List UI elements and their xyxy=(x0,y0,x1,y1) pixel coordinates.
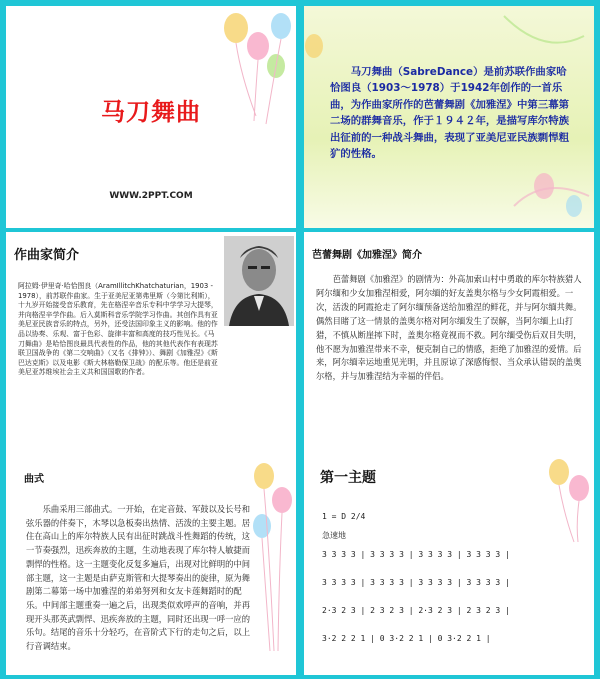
slide-heading: 第一主题 xyxy=(320,470,376,486)
composer-portrait xyxy=(224,236,294,326)
score-row: 3 3 3 3 | 3 3 3 3 | 3 3 3 3 | 3 3 3 3 | xyxy=(322,578,510,587)
slide-heading: 曲式 xyxy=(24,474,44,485)
score-row: 2·3 2 3 | 2 3 2 3 | 2·3 2 3 | 2 3 2 3 | xyxy=(322,606,510,615)
slide-first-theme[interactable] xyxy=(304,454,594,675)
score-row: 3·2 2 2 1 | 0 3·2 2 1 | 0 3·2 2 1 | xyxy=(322,634,491,643)
tempo-marking: 急速地 xyxy=(322,531,346,540)
ballet-text: 芭蕾舞剧《加雅涅》的剧情为：外高加索山村中勇敢的库尔特族猎人阿尔缅和少女加雅涅相爱，阿尔缅的好友盖奥尔格与少女阿霞相爱。一次，活泼的阿霞抢走了阿尔缅预备送给加雅涅的鲜花，并与阿尔缅共舞。偶然目睹了这一情景的盖奥尔格对阿尔缅发生了误解，当阿尔缅上山打猎，不慎从断崖摔下时，盖奥尔格竟视而不救。阿尔缅受伤后双目失明，他不愿为加雅涅带来不幸，便克制自己的情感，拒绝了加雅涅的爱情。后来，阿尔缅幸运地重见光明，并且原谅了深感悔恨、当众承认错误的盖奥尔格，并与加雅涅结为幸福的伴侣。 xyxy=(316,274,582,382)
presentation-title: 马刀舞曲 xyxy=(101,98,201,126)
key-signature: 1 = D 2/4 xyxy=(322,512,366,521)
slide-heading: 作曲家简介 xyxy=(14,248,80,263)
slide-ballet[interactable] xyxy=(304,232,594,454)
slide-form[interactable] xyxy=(6,454,296,675)
slide-title[interactable] xyxy=(6,6,296,228)
music-score xyxy=(322,512,584,662)
slide-heading: 芭蕾舞剧《加雅涅》简介 xyxy=(312,250,422,261)
composer-text: 阿拉姆·伊里奇·哈恰图良（AramIllitchKhatchaturian，1903 - 1978），前苏联作曲家。生于亚美尼亚第弗里斯（今第比利斯），十九岁开始接受音乐教育，先在格涅辛音乐专科中学学习大提琴，并向格涅辛学作曲。后入莫斯科音乐学院学习作曲。其创作具有亚美尼亚民族音乐的特点，另外，还受法国印象主义的影响。他的作品以协奏、乐观、富于色彩、旋律丰富和高度的技巧性见长。《马刀舞曲》是哈恰图良最具代表性的作品，他的其他代表作有表现苏联卫国战争的《第二交响曲》（又名《排钟》）、舞剧《加雅涅》《斯巴达克斯》以及电影《斯大林格勒保卫战》的配乐等。他还是前亚美尼亚苏维埃社会主义共和国国歌的作者。 xyxy=(18,282,218,377)
slide-composer[interactable] xyxy=(6,232,296,454)
intro-paragraph: 马刀舞曲（SabreDance）是前苏联作曲家哈恰图良（1903～1978）于1942年创作的一首乐曲，为作曲家所作的芭蕾舞剧《加雅涅》中第三幕第二场的群舞音乐，作于１９４２年，是描写库尔特族出征前的一种战斗舞曲，表现了亚美尼亚民族剽悍粗犷的性格。 xyxy=(330,66,569,161)
slide-intro[interactable] xyxy=(304,6,594,228)
score-row: 3 3 3 3 | 3 3 3 3 | 3 3 3 3 | 3 3 3 3 | xyxy=(322,550,510,559)
form-text: 乐曲采用三部曲式。一开始，在定音鼓、军鼓以及长号和弦乐器的伴奏下，木琴以急板奏出热情、活泼的主要主题。居住在高山上的库尔特族人民有出征时跳战斗性舞蹈的传统，这一节奏强烈，迅疾奔放的主题，生动地表现了库尔特人敏捷而剽悍的性格。这一主题变化反复多遍后，出现对比鲜明的中间部主题，这一主题是由萨克斯管和大提琴奏出的旋律，原为舞剧第二幕第一场中加雅涅的弟弟努列和女友卡莲舞蹈时的配乐。中间部主题重奏一遍之后，出现类似欢呼声的音响，并再现开头那英武剽悍、迅疾奔放的主题，同时还出现一呼一应的乐句。结尾的音乐十分轻巧，在音阶式下行的走句之后，以上行音调结束。 xyxy=(26,504,251,652)
website-label: WWW.2PPT.COM xyxy=(109,191,193,201)
